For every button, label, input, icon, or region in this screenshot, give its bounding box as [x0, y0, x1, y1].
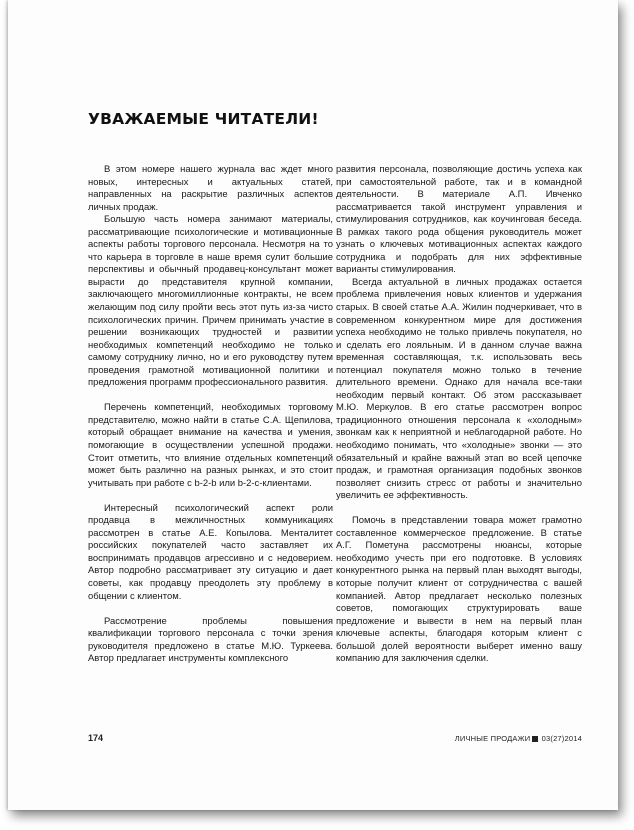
magazine-page — [8, 0, 618, 810]
left-column — [88, 164, 333, 666]
paragraph: Помочь в представлении товара может грамотно составленное коммерческое предложение. В статье А.Г. Пометуна рассмотрены нюансы, которые необходимо учесть при его подготовке. В условиях конкурентного рынка на первый план выходят выгоды, которые получит клиент от сотрудничества с вашей компанией. Автор предлагает несколько полезных советов, помогающих структурировать ваше предложение и вывести в нем на первый план ключевые аспекты, благодаря которым клиент с большой долей вероятности выберет именно вашу компанию для заключения сделки. — [336, 515, 582, 665]
magazine-footer — [455, 734, 582, 743]
magazine-name: ЛИЧНЫЕ ПРОДАЖИ — [454, 734, 531, 743]
paragraph: Перечень компетенций, необходимых торговому представителю, можно найти в статье С.А. Щепилова, который обращает внимание на качества и умения, помогающие в осуществлении успешной продажи. Стоит отметить, что влияние отдельных компетенций может быть различно на разных рынках, и это стоит учитывать при работе с b-2-b или b-2-c-клиентами. — [88, 402, 333, 489]
square-icon — [532, 736, 538, 742]
paragraph: Всегда актуальной в личных продажах остается проблема привлечения новых клиентов и удержания старых. В своей статье А.А. Жилин подчеркивает, что в современном конкурентном мире для достижения успеха необходимо не только привлечь покупателя, но и сделать его лояльным. И в данном случае важна временная составляющая, т.к. использовать весь потенциал покупателя можно только в течение длительного времени. Однако для начала все-таки необходим первый контакт. Об этом рассказывает М.Ю. Меркулов. В его статье рассмотрен вопрос традиционного отношения персонала к «холодным» звонкам как к неприятной и неблагодарной работе. Но необходимо понимать, что «холодные» звонки — это обязательный и крайне важный этап во всей цепочке продаж, и грамотная организация подобных звонков позволяет снизить стресс от работы и значительно увеличить ее эффективность. — [336, 276, 582, 502]
right-column — [336, 164, 582, 666]
page-number: 174 — [88, 733, 104, 743]
paragraph: Рассмотрение проблемы повышения квалификации торгового персонала с точки зрения руководителя предложено в статье М.Ю. Туркеева. Автор предлагает инструменты комплексного — [88, 615, 333, 665]
paragraph: В этом номере нашего журнала вас ждет много новых, интересных и актуальных статей, направленных на раскрытие различных аспектов личных продаж. — [88, 164, 333, 213]
paragraph: Большую часть номера занимают материалы, рассматривающие психологические и мотивационные аспекты работы торгового персонала. Несмотря на то что карьера в торговле в наше время сулит большие перспективы и обычный продавец-консультант может вырасти до представителя крупной компании, заключающего многомиллионные контракты, не всем желающим под силу пройти весь этот путь из-за чисто психологических причин. Причем принимать участие в решении возникающих трудностей и развитии необходимых компетенций необходимо не только самому сотруднику лично, но и его руководству путем проведения грамотной мотивационной политики и предложения программ профессионального развития. — [88, 214, 333, 389]
page-title: УВАЖАЕМЫЕ ЧИТАТЕЛИ! — [88, 110, 319, 128]
paragraph: развития персонала, позволяющие достичь успеха как при самостоятельной работе, так и в командной деятельности. В материале А.П. Ивченко рассматривается такой инструмент управления и стимулирования сотрудников, как коучинговая беседа. В рамках такого рода общения руководитель может узнать о ключевых мотивационных аспектах каждого сотрудника и подобрать для них эффективные варианты стимулирования. — [336, 164, 582, 276]
issue-number: 03(27)2014 — [541, 734, 582, 743]
paragraph: Интересный психологический аспект роли продавца в межличностных коммуникациях рассмотрен в статье А.Е. Копылова. Менталитет российских покупателей часто заставляет их воспринимать продавцов агрессивно и с недоверием. Автор подробно рассматривает эту ситуацию и дает советы, как продавцу преодолеть эту проблему в общении с клиентом. — [88, 502, 333, 602]
